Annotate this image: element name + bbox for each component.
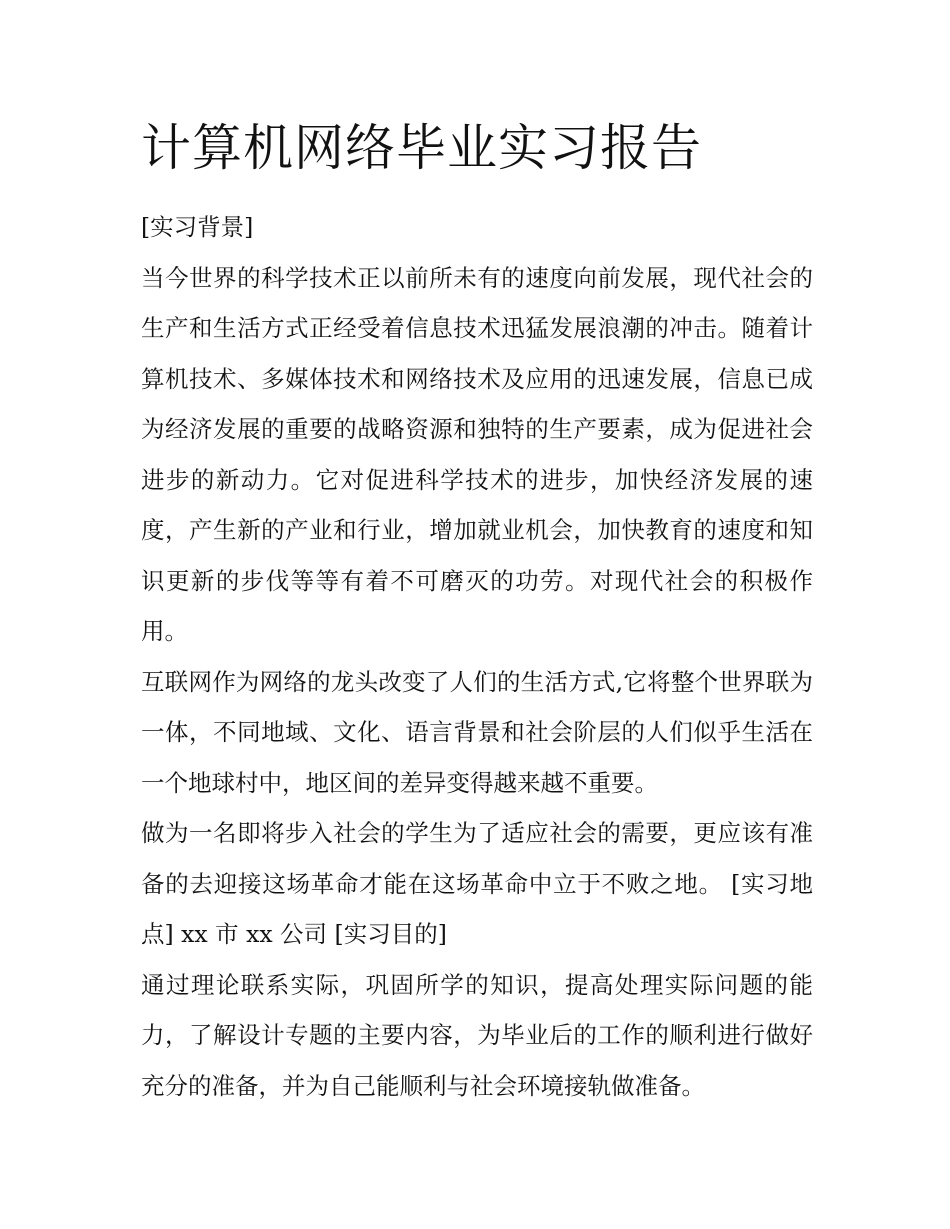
paragraph-background: 当今世界的科学技术正以前所未有的速度向前发展，现代社会的生产和生活方式正经受着信息技术迅猛发展浪潮的冲击。随着计算机技术、多媒体技术和网络技术及应用的迅速发展，信息已成为经济发展的重要的战略资源和独特的生产要素，成为促进社会进步的新动力。它对促进科学技术的进步，加快经济发展的速度，产生新的产业和行业，增加就业机会，加快教育的速度和知识更新的步伐等等有着不可磨灭的功劳。对现代社会的积极作用。 [141, 263, 813, 645]
paragraph-internet: 互联网作为网络的龙头改变了人们的生活方式,它将整个世界联为一体，不同地域、文化、语言背景和社会阶层的人们似乎生活在一个地球村中，地区间的差异变得越来越不重要。 [141, 667, 813, 797]
section-heading-background: [实习背景] [141, 213, 254, 241]
paragraph-preparation: 做为一名即将步入社会的学生为了适应社会的需要，更应该有准备的去迎接这场革命才能在这场革命中立于不败之地。 [实习地点] xx 市 xx 公司 [实习目的] [141, 819, 813, 948]
paragraph-purpose: 通过理论联系实际，巩固所学的知识，提高处理实际问题的能力，了解设计专题的主要内容，为毕业后的工作的顺利进行做好充分的准备，并为自己能顺利与社会环境接轨做准备。 [141, 970, 813, 1100]
page-title: 计算机网络毕业实习报告 [141, 119, 702, 177]
document-body [141, 112, 813, 1111]
